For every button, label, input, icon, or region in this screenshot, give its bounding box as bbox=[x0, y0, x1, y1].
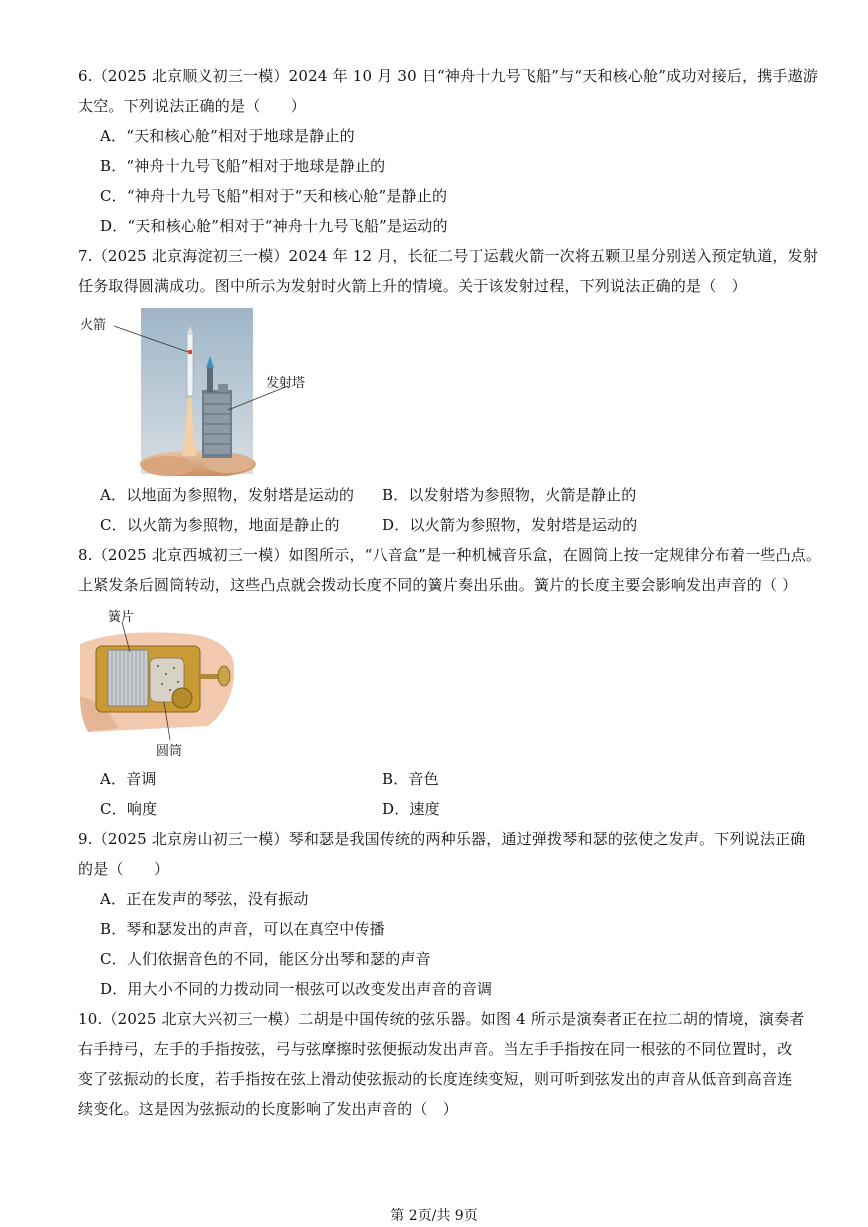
question-8-stem-line2: 上紧发条后圆筒转动，这些凸点就会拨动长度不同的簧片奏出乐曲。簧片的长度主要会影响发出声音的（ ） bbox=[78, 576, 798, 594]
question-9-option-b: B．琴和瑟发出的声音，可以在真空中传播 bbox=[100, 920, 385, 938]
question-10-stem-line3: 变了弦振动的长度，若手指按在弦上滑动使弦振动的长度连续变短，则可听到弦发出的声音从低音到高音连 bbox=[78, 1070, 793, 1088]
question-8-option-b: B．音色 bbox=[382, 770, 439, 788]
question-7-option-d: D．以火箭为参照物，发射塔是运动的 bbox=[382, 516, 638, 534]
music-box-image bbox=[78, 604, 238, 760]
music-box-figure bbox=[78, 604, 238, 760]
question-8-option-d: D．速度 bbox=[382, 800, 440, 818]
question-9-option-a: A．正在发声的琴弦，没有振动 bbox=[100, 890, 309, 908]
question-9-stem-line1: 9.（2025 北京房山初三一模）琴和瑟是我国传统的两种乐器，通过弹拨琴和瑟的弦使之发声。下列说法正确 bbox=[78, 830, 806, 848]
launch-tower-label: 发射塔 bbox=[266, 376, 306, 391]
question-6-option-c: C．“神舟十九号飞船”相对于“天和核心舱”是静止的 bbox=[100, 187, 448, 205]
question-9-stem-line2: 的是（ ） bbox=[78, 860, 170, 878]
rocket-launch-figure bbox=[78, 306, 318, 476]
question-7-option-b: B．以发射塔为参照物，火箭是静止的 bbox=[382, 486, 637, 504]
question-8-option-c: C．响度 bbox=[100, 800, 158, 818]
question-7-stem-line1: 7.（2025 北京海淀初三一模）2024 年 12 月，长征二号丁运载火箭一次将五颗卫星分别送入预定轨道，发射 bbox=[78, 247, 819, 265]
question-10-stem-line1: 10.（2025 北京大兴初三一模）二胡是中国传统的弦乐器。如图 4 所示是演奏者正在拉二胡的情境，演奏者 bbox=[78, 1010, 805, 1028]
question-6-stem-line2: 太空。下列说法正确的是（ ） bbox=[78, 97, 307, 115]
question-6-option-d: D．“天和核心舱”相对于“神舟十九号飞船”是运动的 bbox=[100, 217, 448, 235]
page-number-footer: 第 2页/共 9页 bbox=[390, 1208, 478, 1224]
question-7-option-a: A．以地面为参照物，发射塔是运动的 bbox=[100, 486, 355, 504]
rocket-label: 火箭 bbox=[80, 318, 107, 333]
question-6-stem-line1: 6.（2025 北京顺义初三一模）2024 年 10 月 30 日“神舟十九号飞船”与“天和核心舱”成功对接后，携手遨游 bbox=[78, 67, 819, 85]
question-10-stem-line2: 右手持弓，左手的手指按弦，弓与弦摩擦时弦便振动发出声音。当左手手指按在同一根弦的不同位置时，改 bbox=[78, 1040, 793, 1058]
question-6-option-a: A．“天和核心舱”相对于地球是静止的 bbox=[100, 127, 355, 145]
question-8-stem-line1: 8.（2025 北京西城初三一模）如图所示，“八音盒”是一种机械音乐盒，在圆筒上按一定规律分布着一些凸点。 bbox=[78, 546, 822, 564]
reed-label: 簧片 bbox=[108, 610, 135, 625]
question-9-option-c: C．人们依据音色的不同，能区分出琴和瑟的声音 bbox=[100, 950, 431, 968]
question-7-stem-line2: 任务取得圆满成功。图中所示为发射时火箭上升的情境。关于该发射过程，下列说法正确的是（ ） bbox=[78, 277, 747, 295]
question-7-option-c: C．以火箭为参照物，地面是静止的 bbox=[100, 516, 340, 534]
cylinder-label: 圆筒 bbox=[156, 744, 183, 759]
question-9-option-d: D．用大小不同的力拨动同一根弦可以改变发出声音的音调 bbox=[100, 980, 493, 998]
question-6-option-b: B．“神舟十九号飞船”相对于地球是静止的 bbox=[100, 157, 386, 175]
question-10-stem-line4: 续变化。这是因为弦振动的长度影响了发出声音的（ ） bbox=[78, 1100, 459, 1118]
rocket-launch-image bbox=[78, 306, 318, 476]
question-8-option-a: A．音调 bbox=[100, 770, 157, 788]
